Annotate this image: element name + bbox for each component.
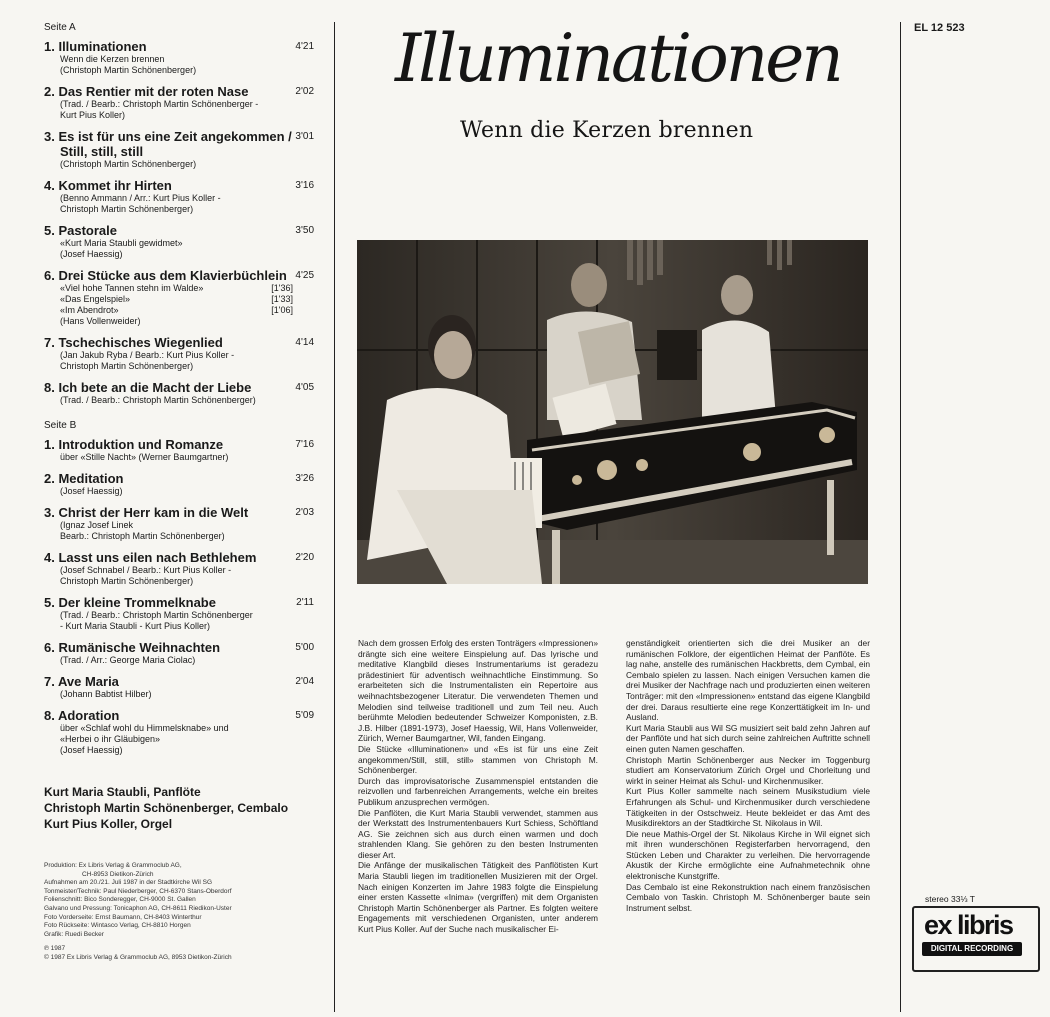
- track-duration: 3'01: [295, 131, 314, 142]
- track-credit-line: (Trad. / Arr.: George Maria Ciolac): [60, 655, 196, 665]
- subpart-duration: [1'06]: [271, 305, 293, 315]
- performer-credit: Kurt Maria Staubli, Panflöte: [44, 785, 201, 799]
- track-duration: 7'16: [295, 439, 314, 450]
- track-credit-line: Wenn die Kerzen brennen: [60, 54, 165, 64]
- production-line: CH-8953 Dietikon-Zürich: [82, 870, 154, 878]
- track-entry: [44, 380, 324, 406]
- track-duration: 2'03: [295, 507, 314, 518]
- track-credit-line: «Kurt Maria Staubli gewidmet»: [60, 238, 183, 248]
- track-credit-line: Christoph Martin Schönenberger): [60, 204, 194, 214]
- performer-credits: [44, 784, 324, 832]
- track-title: 5. Pastorale: [44, 223, 117, 238]
- liner-paragraph: Durch das improvisatorische Zusammenspiel entstanden die reizvollen und farbenreichen Arrangements, welche ein breites Publikum anzusprechen vermögen.: [358, 775, 598, 807]
- production-line: Aufnahmen am 20./21. Juli 1987 in der Stadtkirche Wil SG: [44, 879, 213, 887]
- track-duration: 4'21: [295, 41, 314, 52]
- band-photo: [357, 240, 868, 584]
- liner-paragraph: Kurt Maria Staubli aus Wil SG musiziert seit bald zehn Jahren auf der Panflöte und hat sich durch seine zahlreichen Auftritte schnell einen guten Namen geschaffen.: [626, 722, 870, 754]
- track-credit-line: - Kurt Maria Staubli - Kurt Pius Koller): [60, 621, 211, 631]
- track-entry: [44, 178, 324, 215]
- liner-paragraph: Die Anfänge der musikalischen Tätigkeit des Panflötisten Kurt Maria Staubli liegen im traditionellen Musizieren mit der Orgel. Nach einigen Konzerten im Jahre 1983 folgte die Einspielung einer ersten Kassette «Inima» (vergriffen) mit dem Organisten Christoph Martin Schönenberger als Partner. Es folgten weitere Engagements mit verschiedenen Organisten, unter anderem Kurt Pius Koller. Auf der Suche nach musikalischer Ei-: [358, 860, 598, 935]
- subpart-name: «Im Abendrot»: [60, 305, 119, 315]
- track-credit-line: (Hans Vollenweider): [60, 316, 141, 326]
- track-credit-line: (Jan Jakub Ryba / Bearb.: Kurt Pius Koller -: [60, 350, 235, 360]
- track-title: 3. Es ist für uns eine Zeit angekommen / Still, still, still: [44, 129, 292, 159]
- liner-notes-right: [626, 638, 870, 913]
- side-a-tracklist: [44, 39, 324, 406]
- track-title: 5. Der kleine Trommelknabe: [44, 595, 216, 610]
- liner-paragraph: Kurt Pius Koller sammelte nach seinem Musikstudium viele Erfahrungen als Schul- und Kirchenmusiker durch verschiedene Tätigkeiten in der Ostschweiz. Heute bekleidet er das Amt des Musikdirektors an der Stadtkirche St. Nikolaus in Wil.: [626, 786, 870, 829]
- track-credit-line: (Josef Schnabel / Bearb.: Kurt Pius Koller -: [60, 565, 232, 575]
- liner-paragraph: Das Cembalo ist eine Rekonstruktion nach einem französischen Cembalo von Taskin. Christoph M. Schönenberger baute sein Instrument selbst.: [626, 881, 870, 913]
- side-a-label: Seite A: [44, 22, 76, 33]
- subpart-name: «Viel hohe Tannen stehn im Walde»: [60, 283, 204, 293]
- side-b-label: Seite B: [44, 420, 77, 431]
- production-line: Folienschnitt: Bico Sonderegger, CH-9000 St. Gallen: [44, 896, 196, 904]
- track-duration: 4'14: [295, 337, 314, 348]
- track-title: 1. Illuminationen: [44, 39, 147, 54]
- logo-wordmark: ex libris: [924, 910, 1013, 940]
- track-title: 7. Ave Maria: [44, 674, 119, 689]
- album-title: Illuminationen: [395, 20, 841, 97]
- track-title: 6. Drei Stücke aus dem Klavierbüchlein: [44, 268, 287, 283]
- copyright-line: ℗ 1987: [44, 945, 66, 953]
- track-title: 2. Das Rentier mit der roten Nase: [44, 84, 249, 99]
- track-subpart: [44, 294, 293, 305]
- track-duration: 2'04: [295, 676, 314, 687]
- track-subpart: [44, 305, 293, 316]
- catalog-number: EL 12 523: [914, 22, 965, 34]
- subpart-duration: [1'36]: [271, 283, 293, 293]
- track-credit-line: (Johann Babtist Hilber): [60, 689, 152, 699]
- production-line: Grafik: Ruedi Becker: [44, 930, 104, 938]
- production-line: Produktion: Ex Libris Verlag & Grammoclub AG,: [44, 862, 182, 869]
- track-credit-line: (Josef Haessig): [60, 486, 123, 496]
- column-divider: [900, 22, 901, 1012]
- track-duration: 3'26: [295, 473, 314, 484]
- logo-tagline: DIGITAL RECORDING: [922, 942, 1022, 956]
- production-line: Foto Vorderseite: Ernst Baumann, CH-8403 Winterthur: [44, 913, 202, 921]
- track-entry: [44, 471, 324, 497]
- track-entry: [44, 335, 324, 372]
- track-entry: [44, 84, 324, 121]
- track-credit-line: (Ignaz Josef Linek: [60, 520, 134, 530]
- track-entry: [44, 505, 324, 542]
- track-duration: 4'05: [295, 382, 314, 393]
- track-duration: 2'11: [296, 597, 314, 608]
- liner-notes-left: [358, 638, 598, 935]
- track-title: 4. Lasst uns eilen nach Bethlehem: [44, 550, 257, 565]
- subpart-name: «Das Engelspiel»: [60, 294, 131, 304]
- track-entry: [44, 39, 324, 76]
- track-credit-line: Bearb.: Christoph Martin Schönenberger): [60, 531, 225, 541]
- track-subpart: [44, 283, 293, 294]
- track-credit-line: Christoph Martin Schönenberger): [60, 576, 194, 586]
- liner-paragraph: Nach dem grossen Erfolg des ersten Tonträgers «Impressionen» drängte sich eine weitere Einspielung auf. Das lyrische und meditative Klangbild dieses Instrumentariums ist geradezu prädestiniert für adventisch weihnachtliche Einstimmung. So erarbeiteten sich die Instrumentalisten ein Repertoire aus weihnachtsbezogener Literatur. Die verwendeten Themen und Melodien sind teilweise traditionell und zum Teil neu. Auch berühmte Melodien bedeutender Schweizer Komponisten, z.B. J.B. Hilber (1891-1973), Josef Haessig, Wil, Hans Vollenweider, Zürich, Werner Baumgartner, Wil, fanden Eingang.: [358, 638, 598, 744]
- track-entry: [44, 595, 324, 632]
- track-credit-line: (Trad. / Bearb.: Christoph Martin Schönenberger -: [60, 99, 259, 109]
- track-credit-line: (Josef Haessig): [60, 745, 123, 755]
- track-duration: 3'16: [295, 180, 314, 191]
- liner-paragraph: genständigkeit orientierten sich die drei Musiker an der rumänischen Folklore, der eigentlichen Heimat der Panflöte. Es lag nahe, anstelle des rumänischen Hackbretts, dem Cymbal, ein Cembalo spielen zu lassen. Nach einigen Versuchen kamen die drei Musiker der Nachfrage nach und produzierten einen weiteren Tonträger: mit den «Impressionen» entstand das eigene Klangbild der drei. Daraus resultierte eine rege Konzerttätigkeit im In- und Ausland.: [626, 638, 870, 723]
- performer-credit: Christoph Martin Schönenberger, Cembalo: [44, 801, 289, 815]
- track-entry: [44, 674, 324, 700]
- track-credit-line: über «Schlaf wohl du Himmelsknabe» und: [60, 723, 229, 733]
- performer-credit: Kurt Pius Koller, Orgel: [44, 817, 173, 831]
- track-credit-line: (Josef Haessig): [60, 249, 123, 259]
- track-title: 7. Tschechisches Wiegenlied: [44, 335, 223, 350]
- playback-speed: stereo 33⅓ T: [925, 894, 975, 904]
- track-credit-line: «Herbei o ihr Gläubigen»: [60, 734, 161, 744]
- production-credits: [44, 862, 324, 963]
- liner-paragraph: Die neue Mathis-Orgel der St. Nikolaus Kirche in Wil eignet sich mit ihren wunderschönen Registerfarben hervorragend, den Stücken Leben und Charakter zu verleihen. Die hervorragende Akustik der Kirche ermöglichte eine Aufnahmetechnik ohne elektronische Kunstgriffe.: [626, 828, 870, 882]
- track-credit-line: (Christoph Martin Schönenberger): [60, 159, 197, 169]
- liner-paragraph: Christoph Martin Schönenberger aus Necker im Toggenburg studiert am Konservatorium Zürich Orgel und Chorleitung und wirkt in seiner Heimat als Schul- und Kirchenmusiker.: [626, 754, 870, 786]
- track-duration: 3'50: [295, 225, 314, 236]
- track-title: 1. Introduktion und Romanze: [44, 437, 224, 452]
- subpart-duration: [1'33]: [271, 294, 293, 304]
- side-b-tracklist: [44, 437, 324, 756]
- track-title: 3. Christ der Herr kam in die Welt: [44, 505, 249, 520]
- track-entry: [44, 437, 324, 463]
- track-credit-line: Kurt Pius Koller): [60, 110, 126, 120]
- track-credit-line: über «Stille Nacht» (Werner Baumgartner): [60, 452, 229, 462]
- track-entry: [44, 640, 324, 666]
- track-entry: [44, 129, 324, 170]
- track-credit-line: (Trad. / Bearb.: Christoph Martin Schönenberger: [60, 610, 253, 620]
- album-subtitle: Wenn die Kerzen brennen: [460, 118, 754, 143]
- track-title: 8. Ich bete an die Macht der Liebe: [44, 380, 252, 395]
- liner-paragraph: Die Panflöten, die Kurt Maria Staubli verwendet, stammen aus der Werkstatt des Instrumentenbauers Kurt Schiess, Schöftland AG. Sie zeichnen sich aus durch einen warmen und doch strahlenden Klang. Sie gehören zu den besten Instrumenten dieser Art.: [358, 807, 598, 860]
- track-entry: [44, 268, 324, 327]
- track-duration: 2'02: [295, 86, 314, 97]
- track-duration: 5'00: [295, 642, 314, 653]
- track-title: 8. Adoration: [44, 708, 120, 723]
- liner-paragraph: Die Stücke «Illuminationen» und «Es ist für uns eine Zeit angekommen/Still, still, still» stammen von Christoph M. Schönenberger.: [358, 743, 598, 776]
- ex-libris-logo: [912, 906, 1040, 972]
- track-duration: 4'25: [295, 270, 314, 281]
- track-entry: [44, 708, 324, 756]
- track-title: 4. Kommet ihr Hirten: [44, 178, 172, 193]
- production-line: Tonmeister/Technik: Paul Niederberger, CH-6370 Stans-Oberdorf: [44, 887, 232, 895]
- track-duration: 2'20: [295, 552, 314, 563]
- column-divider: [334, 22, 335, 1012]
- track-duration: 5'09: [295, 710, 314, 721]
- track-entry: [44, 550, 324, 587]
- production-line: Galvano und Pressung: Tonicaphon AG, CH-8611 Riedikon-Uster: [44, 904, 232, 912]
- track-credit-line: (Benno Ammann / Arr.: Kurt Pius Koller -: [60, 193, 221, 203]
- track-credit-line: (Trad. / Bearb.: Christoph Martin Schönenberger): [60, 395, 256, 405]
- copyright-line: © 1987 Ex Libris Verlag & Grammoclub AG, 8953 Dietikon-Zürich: [44, 953, 232, 961]
- tracklist-column: [44, 22, 324, 963]
- track-credit-line: (Christoph Martin Schönenberger): [60, 65, 197, 75]
- track-credit-line: Christoph Martin Schönenberger): [60, 361, 194, 371]
- track-title: 2. Meditation: [44, 471, 124, 486]
- production-line: Foto Rückseite: Wintasco Verlag, CH-8810 Horgen: [44, 922, 191, 930]
- track-title: 6. Rumänische Weihnachten: [44, 640, 221, 655]
- track-entry: [44, 223, 324, 260]
